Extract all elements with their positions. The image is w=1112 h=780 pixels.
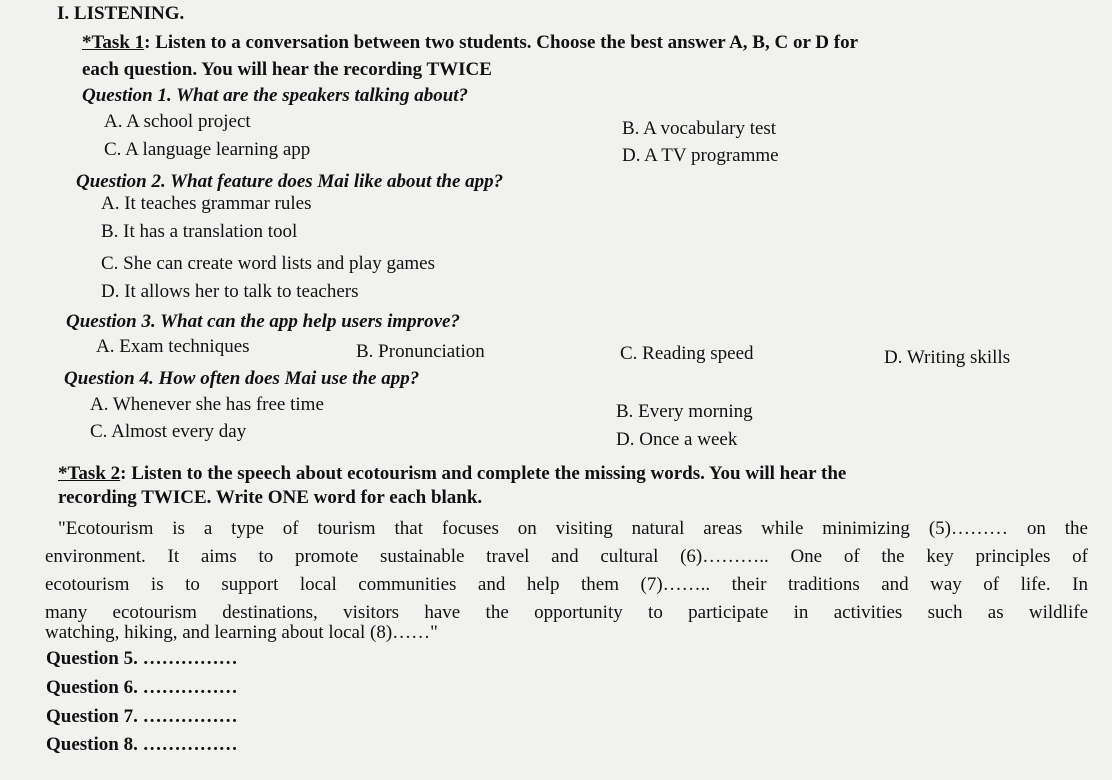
answer-question-6: Question 6. ……………: [46, 677, 238, 698]
task2-instruction-line1: *Task 2: Listen to the speech about ecotourism and complete the missing words. You will hear the: [58, 463, 847, 484]
task1-instruction-line1: *Task 1: Listen to a conversation between two students. Choose the best answer A, B, C or D for: [82, 32, 859, 53]
question-4-option-b: B. Every morning: [616, 401, 753, 422]
question-2-option-a: A. It teaches grammar rules: [101, 193, 312, 214]
question-3-option-c: C. Reading speed: [620, 343, 754, 364]
answer-question-7: Question 7. ……………: [46, 706, 238, 727]
question-2-option-d: D. It allows her to talk to teachers: [101, 281, 359, 302]
task2-instruction-line2: recording TWICE. Write ONE word for each blank.: [58, 487, 483, 508]
question-4-prompt: Question 4. How often does Mai use the app?: [64, 368, 420, 389]
question-1-option-a: A. A school project: [104, 111, 251, 132]
question-3-option-d: D. Writing skills: [884, 347, 1011, 368]
question-1-option-b: B. A vocabulary test: [622, 118, 777, 139]
passage-line-1: "Ecotourism is a type of tourism that focuses on visiting natural areas while minimizing (5)……… on the: [58, 518, 1088, 539]
question-2-prompt: Question 2. What feature does Mai like about the app?: [76, 171, 504, 192]
question-3-option-a: A. Exam techniques: [96, 336, 250, 357]
question-1-option-d: D. A TV programme: [622, 145, 779, 166]
passage-line-4: many ecotourism destinations, visitors have the opportunity to participate in activities such as wildlife: [45, 602, 1088, 623]
question-3-prompt: Question 3. What can the app help users improve?: [66, 311, 460, 332]
question-2-option-c: C. She can create word lists and play games: [101, 253, 435, 274]
question-1-option-c: C. A language learning app: [104, 139, 311, 160]
passage-line-3: ecotourism is to support local communities and help them (7)…….. their traditions and way of life. In: [45, 574, 1088, 595]
passage-line-5: watching, hiking, and learning about local (8)……": [45, 622, 438, 643]
question-4-option-c: C. Almost every day: [90, 421, 247, 442]
question-3-option-b: B. Pronunciation: [356, 341, 485, 362]
passage-line-2: environment. It aims to promote sustainable travel and cultural (6)……….. One of the key principles of: [45, 546, 1088, 567]
question-1-prompt: Question 1. What are the speakers talking about?: [82, 85, 469, 106]
task1-instruction-line2: each question. You will hear the recording TWICE: [82, 59, 492, 80]
task1-label: *Task 1: [82, 32, 145, 53]
question-4-option-a: A. Whenever she has free time: [90, 394, 324, 415]
section-title: I. LISTENING.: [57, 3, 185, 24]
answer-question-8: Question 8. ……………: [46, 734, 238, 755]
question-4-option-d: D. Once a week: [616, 429, 738, 450]
question-2-option-b: B. It has a translation tool: [101, 221, 298, 242]
task2-label: *Task 2: [58, 463, 121, 484]
answer-question-5: Question 5. ……………: [46, 648, 238, 669]
